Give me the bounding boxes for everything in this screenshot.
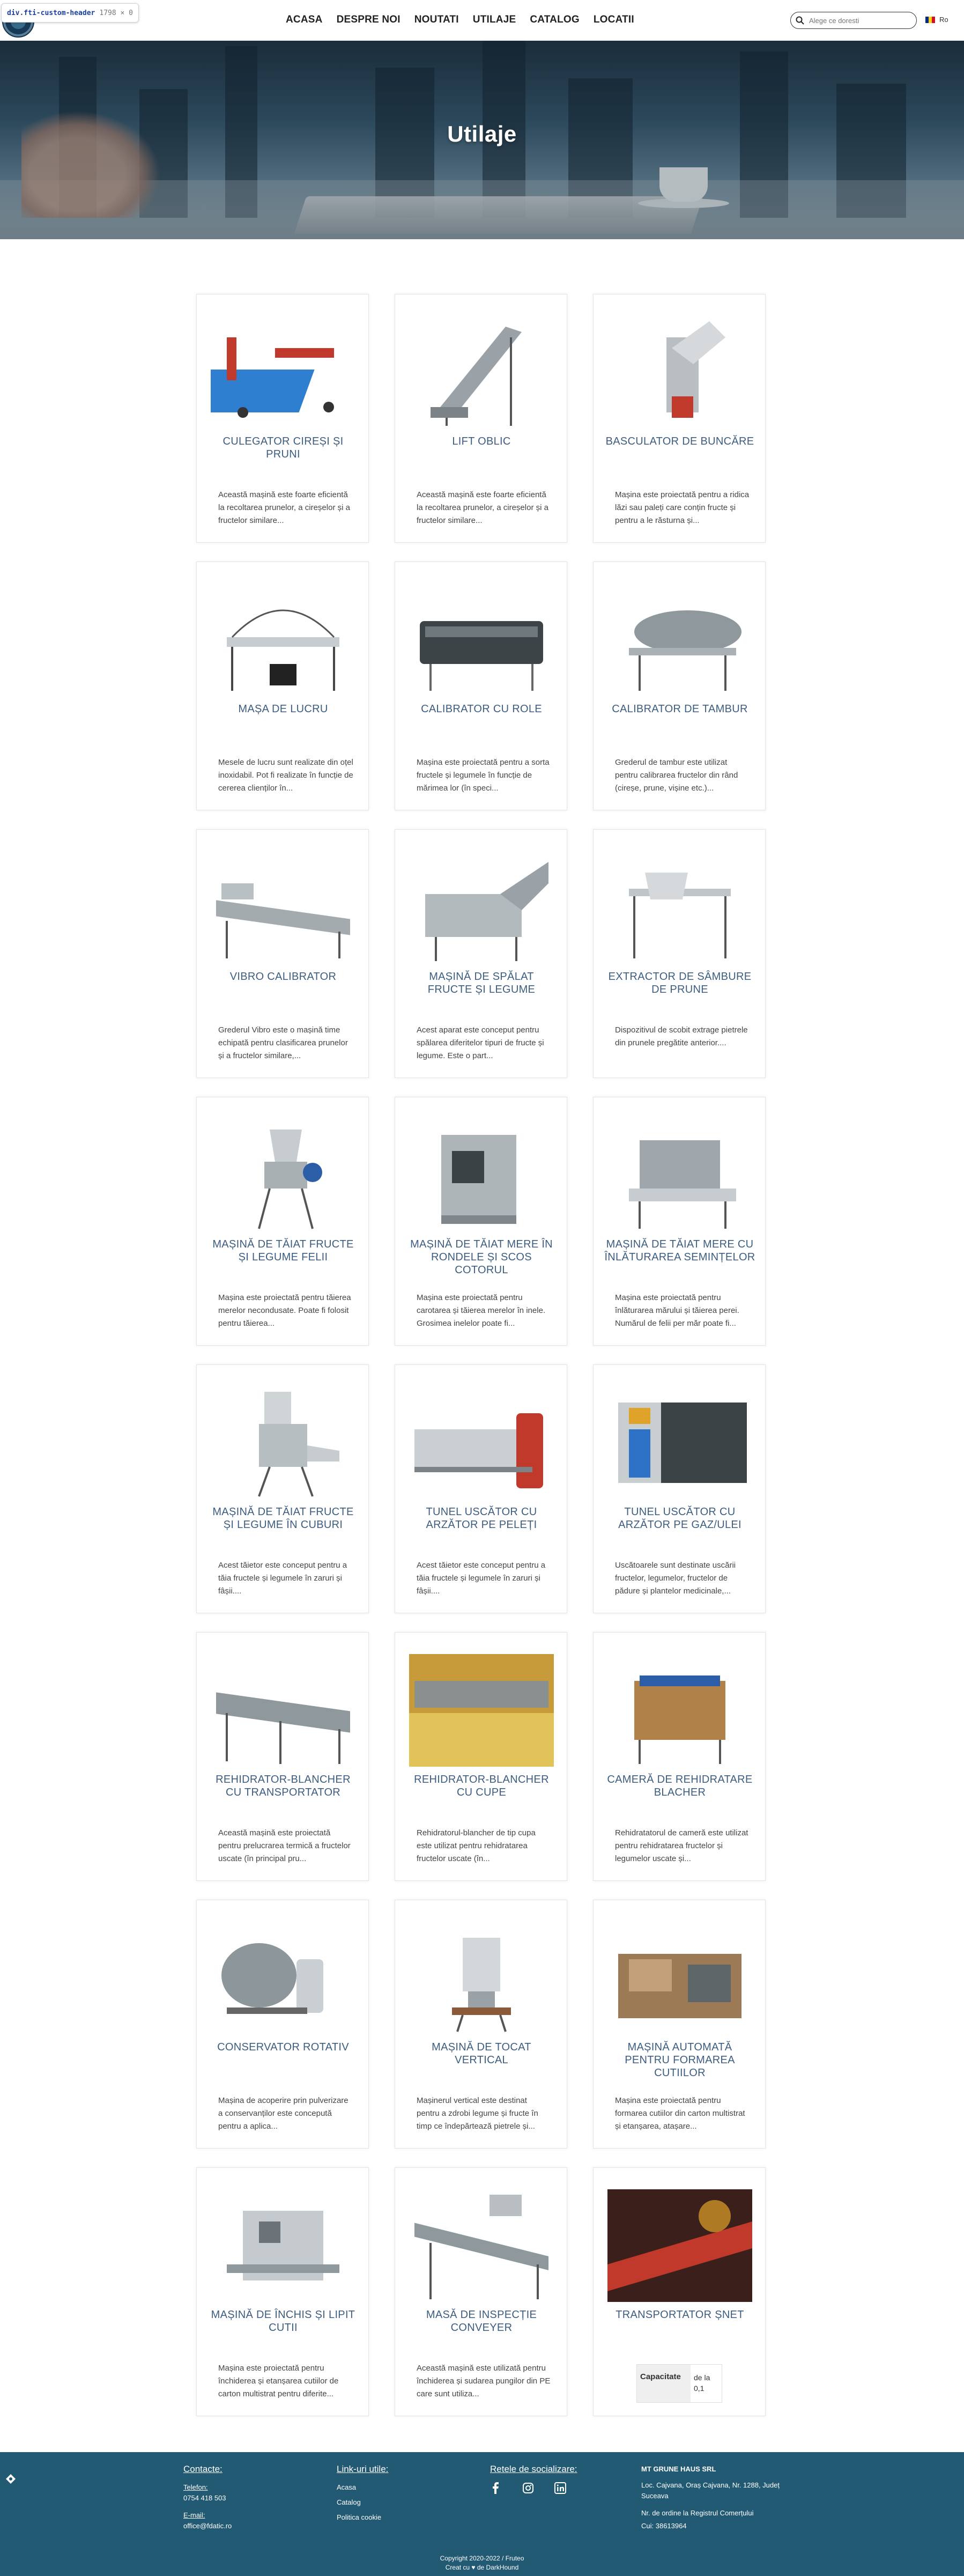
blancher-cups-icon xyxy=(409,1654,554,1767)
language-code: Ro xyxy=(939,16,948,24)
footer-link-acasa[interactable]: Acasa xyxy=(337,2483,357,2491)
dev-badge-tag: div.fti-custom-header xyxy=(7,9,95,17)
dicer-icon xyxy=(211,1386,355,1499)
product-image[interactable] xyxy=(607,2189,752,2302)
product-image[interactable] xyxy=(409,1386,554,1499)
company-registry: Nr. de ordine la Registrul Comerțului xyxy=(641,2509,754,2517)
email-value[interactable]: office@fdatic.ro xyxy=(183,2522,232,2530)
product-card[interactable] xyxy=(196,1632,369,1881)
nav-acasa[interactable]: ACASA xyxy=(286,14,323,25)
product-description: Mașina este proiectată pentru înlăturarea mărului și tăierea perei. Numărul de felii per măr poate fi... xyxy=(615,1293,739,1328)
product-image[interactable] xyxy=(211,1119,355,1231)
footer-copyright xyxy=(0,2554,964,2572)
company-name: MT GRUNE HAUS SRL xyxy=(641,2465,716,2473)
search-input[interactable] xyxy=(809,17,906,25)
drum-calibrator-icon xyxy=(607,584,752,696)
work-table-icon xyxy=(211,584,355,696)
product-title[interactable]: CAMERĂ DE REHIDRATARE BLACHER xyxy=(607,1774,753,1798)
product-title[interactable]: EXTRACTOR DE SÂMBURE DE PRUNE xyxy=(608,971,752,995)
product-image[interactable] xyxy=(607,1386,752,1499)
product-card[interactable] xyxy=(196,1097,369,1346)
footer-contact xyxy=(183,2464,232,2538)
product-card[interactable] xyxy=(395,294,567,543)
product-description: Această mașină este foarte eficientă la recoltarea prunelor, a cireșelor și a fructelor similare... xyxy=(218,490,350,525)
product-description: Uscătoarele sunt destinate uscării fructelor, legumelor, fructelor de pădure și plantelor medicinale,... xyxy=(615,1561,736,1596)
nav-utilaje[interactable]: UTILAJE xyxy=(472,14,516,25)
product-description: Această mașină este proiectată pentru prelucrarea termică a fructelor uscate (în principal pru... xyxy=(218,1828,351,1863)
product-card[interactable] xyxy=(593,2167,766,2416)
product-description: Această mașină este utilizată pentru închiderea și sudarea pungilor din PE care sunt utiliza... xyxy=(417,2364,551,2398)
product-card[interactable] xyxy=(395,562,567,810)
footer-contact-heading: Contacte: xyxy=(183,2464,223,2474)
box-sealer-icon xyxy=(211,2189,355,2302)
product-card[interactable] xyxy=(593,562,766,810)
product-card[interactable] xyxy=(196,562,369,810)
product-card[interactable] xyxy=(196,294,369,543)
product-description: Rehidratatorul de cameră este utilizat pentru rehidratarea fructelor și legumelor uscate și... xyxy=(615,1828,748,1863)
product-card[interactable] xyxy=(593,829,766,1078)
product-description: Mesele de lucru sunt realizate din oțel inoxidabil. Pot fi realizate în funcție de cererea clienților în... xyxy=(218,758,353,793)
product-image[interactable] xyxy=(607,1654,752,1767)
product-image[interactable] xyxy=(409,2189,554,2302)
copyright-text: Copyright 2020-2022 / Fruteo xyxy=(440,2555,524,2562)
romania-flag-icon xyxy=(925,17,935,23)
product-description: Mașina este proiectată pentru carotarea și tăierea merelor în inele. Grosimea inelelor poate fi... xyxy=(417,1293,546,1328)
product-title[interactable]: MAȘINĂ DE TĂIAT MERE ÎN RONDELE ȘI SCOS COTORUL xyxy=(410,1238,553,1276)
product-description: Acest aparat este conceput pentru spălarea diferitelor tipuri de fructe și legume. Este o part... xyxy=(417,1025,544,1060)
product-image[interactable] xyxy=(409,316,554,429)
product-card[interactable] xyxy=(196,829,369,1078)
product-description: Mașina este proiectată pentru a sorta fructele și legumele în funcție de mărimea lor (în speci... xyxy=(417,758,550,793)
gas-dryer-icon xyxy=(607,1386,752,1499)
product-image[interactable] xyxy=(607,1922,752,2034)
language-switcher[interactable] xyxy=(925,16,948,24)
product-image[interactable] xyxy=(409,584,554,696)
pit-extractor-icon xyxy=(607,851,752,964)
footer-social-heading: Retele de socializare: xyxy=(490,2464,577,2474)
product-card[interactable] xyxy=(395,1364,567,1613)
pellet-dryer-icon xyxy=(409,1386,554,1499)
product-image[interactable] xyxy=(607,316,752,429)
product-description: Mașina de acoperire prin pulverizare a conservanților este concepută pentru a aplica... xyxy=(218,2096,348,2131)
footer-links-heading: Link-uri utile: xyxy=(337,2464,389,2474)
conveyor-lift-icon xyxy=(409,316,554,429)
nav-noutati[interactable]: NOUTATI xyxy=(414,14,459,25)
site-footer xyxy=(0,2452,964,2576)
product-description: Mașinerul vertical este destinat pentru a zdrobi legume și fructe în timp ce îndepărtează pietrele și... xyxy=(417,2096,538,2131)
screw-conveyor-icon xyxy=(607,2189,752,2302)
search-icon[interactable] xyxy=(791,16,809,25)
product-card[interactable] xyxy=(196,1364,369,1613)
harvester-icon xyxy=(211,316,355,429)
product-title[interactable]: CULEGATOR CIREȘI ȘI PRUNI xyxy=(223,436,344,460)
page-title: Utilaje xyxy=(447,121,517,146)
product-card[interactable] xyxy=(593,1364,766,1613)
product-title[interactable]: TUNEL USCĂTOR CU ARZĂTOR PE GAZ/ULEI xyxy=(618,1506,741,1531)
blancher-conveyor-icon xyxy=(211,1654,355,1767)
product-title[interactable]: CALIBRATOR CU ROLE xyxy=(421,703,542,715)
product-image[interactable] xyxy=(211,1922,355,2034)
product-card[interactable] xyxy=(395,829,567,1078)
product-title[interactable]: CONSERVATOR ROTATIV xyxy=(217,2041,349,2053)
product-card[interactable] xyxy=(593,1632,766,1881)
product-description: Rehidratorul-blancher de tip cupa este utilizat pentru rehidratarea fructelor uscate (în... xyxy=(417,1828,536,1863)
product-image[interactable] xyxy=(607,1119,752,1231)
product-image[interactable] xyxy=(211,851,355,964)
apple-cutter-icon xyxy=(607,1119,752,1231)
product-card[interactable] xyxy=(395,1900,567,2149)
nav-locatii[interactable]: LOCATII xyxy=(593,14,634,25)
product-title[interactable]: MASĂ DE INSPECȚIE CONVEYER xyxy=(426,2309,537,2334)
email-label: E-mail: xyxy=(183,2511,205,2519)
company-cui: Cui: 38613964 xyxy=(641,2522,687,2530)
product-card[interactable] xyxy=(395,1632,567,1881)
product-image[interactable] xyxy=(607,851,752,964)
product-title[interactable]: MAȘINĂ DE TĂIAT FRUCTE ȘI LEGUME FELII xyxy=(212,1238,354,1263)
product-card[interactable] xyxy=(593,1097,766,1346)
product-description: Mașina este proiectată pentru formarea cutiilor din carton multistrat și etanșarea, atașare... xyxy=(615,2096,745,2131)
footer-link-cookie[interactable]: Politica cookie xyxy=(337,2513,382,2521)
spec-key: Capacitate xyxy=(637,2365,691,2402)
product-description: Grederul Vibro este o mașină time echipată pentru clasificarea prunelor și a fructelor similare,... xyxy=(218,1025,348,1060)
product-title[interactable]: MAȘINĂ DE TOCAT VERTICAL xyxy=(432,2041,531,2066)
product-card[interactable] xyxy=(196,1900,369,2149)
main-nav xyxy=(279,12,641,28)
product-card[interactable] xyxy=(395,2167,567,2416)
product-title[interactable]: REHIDRATOR-BLANCHER CU CUPE xyxy=(414,1774,549,1798)
washing-machine-icon xyxy=(409,851,554,964)
product-image[interactable] xyxy=(409,1119,554,1231)
nav-despre-noi[interactable]: DESPRE NOI xyxy=(336,14,401,25)
product-title[interactable]: MAȘINĂ AUTOMATĂ PENTRU FORMAREA CUTIILOR xyxy=(625,2041,735,2079)
product-description: Mașina este proiectată pentru tăierea merelor necondusate. Poate fi folosit pentru tăierea... xyxy=(218,1293,351,1328)
phone-label: Telefon: xyxy=(183,2483,208,2491)
product-description: Mașina este proiectată pentru închiderea și etanșarea cutiilor de carton multistrat pentru diferite... xyxy=(218,2364,339,2398)
product-image[interactable] xyxy=(211,1654,355,1767)
product-title[interactable]: VIBRO CALIBRATOR xyxy=(229,971,337,983)
facebook-icon[interactable] xyxy=(490,2482,502,2494)
vibro-calibrator-icon xyxy=(211,851,355,964)
dev-inspector-badge xyxy=(1,3,139,23)
product-title[interactable]: MAȘINĂ DE SPĂLAT FRUCTE ȘI LEGUME xyxy=(427,971,536,995)
vertical-chopper-icon xyxy=(409,1922,554,2034)
product-title[interactable]: LIFT OBLIC xyxy=(452,436,511,447)
product-title[interactable]: MAȘINĂ DE TĂIAT MERE CU ÎNLĂTURAREA SEMINȚELOR xyxy=(604,1238,755,1263)
product-description: Grederul de tambur este utilizat pentru calibrarea fructelor din rând (cireșe, prune, vișine etc.)... xyxy=(615,758,738,793)
product-title[interactable]: TRANSPORTATOR ȘNET xyxy=(616,2309,744,2321)
product-card[interactable] xyxy=(395,1097,567,1346)
instagram-icon[interactable] xyxy=(522,2482,534,2494)
product-image[interactable] xyxy=(607,584,752,696)
product-image[interactable] xyxy=(211,584,355,696)
product-title[interactable]: MAȘINĂ DE ÎNCHIS ȘI LIPIT CUTII xyxy=(211,2309,355,2334)
phone-value[interactable]: 0754 418 503 xyxy=(183,2494,226,2502)
footer-company xyxy=(641,2464,781,2538)
product-card[interactable] xyxy=(196,2167,369,2416)
dev-badge-dims: 1798 × 0 xyxy=(99,9,133,17)
footer-social xyxy=(490,2464,577,2494)
product-description: Acest tăietor este conceput pentru a tăia fructele și legumele în zaruri și fâșii.... xyxy=(218,1561,347,1596)
product-description: Dispozitivul de scobit extrage pietrele din prunele pregătite anterior.... xyxy=(615,1025,748,1047)
product-card[interactable] xyxy=(593,1900,766,2149)
box-former-icon xyxy=(607,1922,752,2034)
product-image[interactable] xyxy=(409,1654,554,1767)
product-description: Acest tăietor este conceput pentru a tăia fructele și legumele în zaruri și fâșii.... xyxy=(417,1561,546,1596)
bin-tipper-icon xyxy=(607,316,752,429)
linkedin-icon[interactable] xyxy=(554,2482,566,2494)
product-image[interactable] xyxy=(409,851,554,964)
nav-catalog[interactable]: CATALOG xyxy=(530,14,580,25)
inspection-conveyor-icon xyxy=(409,2189,554,2302)
product-title[interactable]: MAȘINĂ DE TĂIAT FRUCTE ȘI LEGUME ÎN CUBURI xyxy=(212,1506,354,1531)
product-spec-table xyxy=(636,2364,722,2403)
site-header xyxy=(0,0,964,41)
product-image[interactable] xyxy=(211,2189,355,2302)
product-card[interactable] xyxy=(593,294,766,543)
spec-value: de la 0,1 xyxy=(694,2373,710,2393)
footer-links xyxy=(337,2464,388,2527)
product-image[interactable] xyxy=(409,1922,554,2034)
product-title[interactable]: CALIBRATOR DE TAMBUR xyxy=(612,703,748,715)
product-title[interactable]: REHIDRATOR-BLANCHER CU TRANSPORTATOR xyxy=(216,1774,351,1798)
product-description: Această mașină este foarte eficientă la recoltarea prunelor, a cireșelor și a fructelor similare... xyxy=(417,490,548,525)
product-description: Mașina este proiectată pentru a ridica lăzi sau paleți care conțin fructe și pentru a le răsturna și... xyxy=(615,490,750,525)
footer-link-catalog[interactable]: Catalog xyxy=(337,2498,361,2506)
apple-corer-icon xyxy=(409,1119,554,1231)
product-title[interactable]: BASCULATOR DE BUNCĂRE xyxy=(605,436,754,447)
accessibility-icon[interactable] xyxy=(5,2474,16,2484)
credit-text[interactable]: Creat cu ♥ de DarkHound xyxy=(445,2564,519,2571)
rotary-preserver-icon xyxy=(211,1922,355,2034)
search-box xyxy=(790,12,917,29)
product-image[interactable] xyxy=(211,1386,355,1499)
slicer-icon xyxy=(211,1119,355,1231)
company-address: Loc. Cajvana, Oraș Cajvana, Nr. 1288, Județ Suceava xyxy=(641,2481,780,2500)
roller-calibrator-icon xyxy=(409,584,554,696)
hero-banner xyxy=(0,41,964,239)
product-title[interactable]: MAȘA DE LUCRU xyxy=(238,703,328,715)
product-image[interactable] xyxy=(211,316,355,429)
rehydration-chamber-icon xyxy=(607,1654,752,1767)
product-title[interactable]: TUNEL USCĂTOR CU ARZĂTOR PE PELEȚI xyxy=(426,1506,537,1531)
